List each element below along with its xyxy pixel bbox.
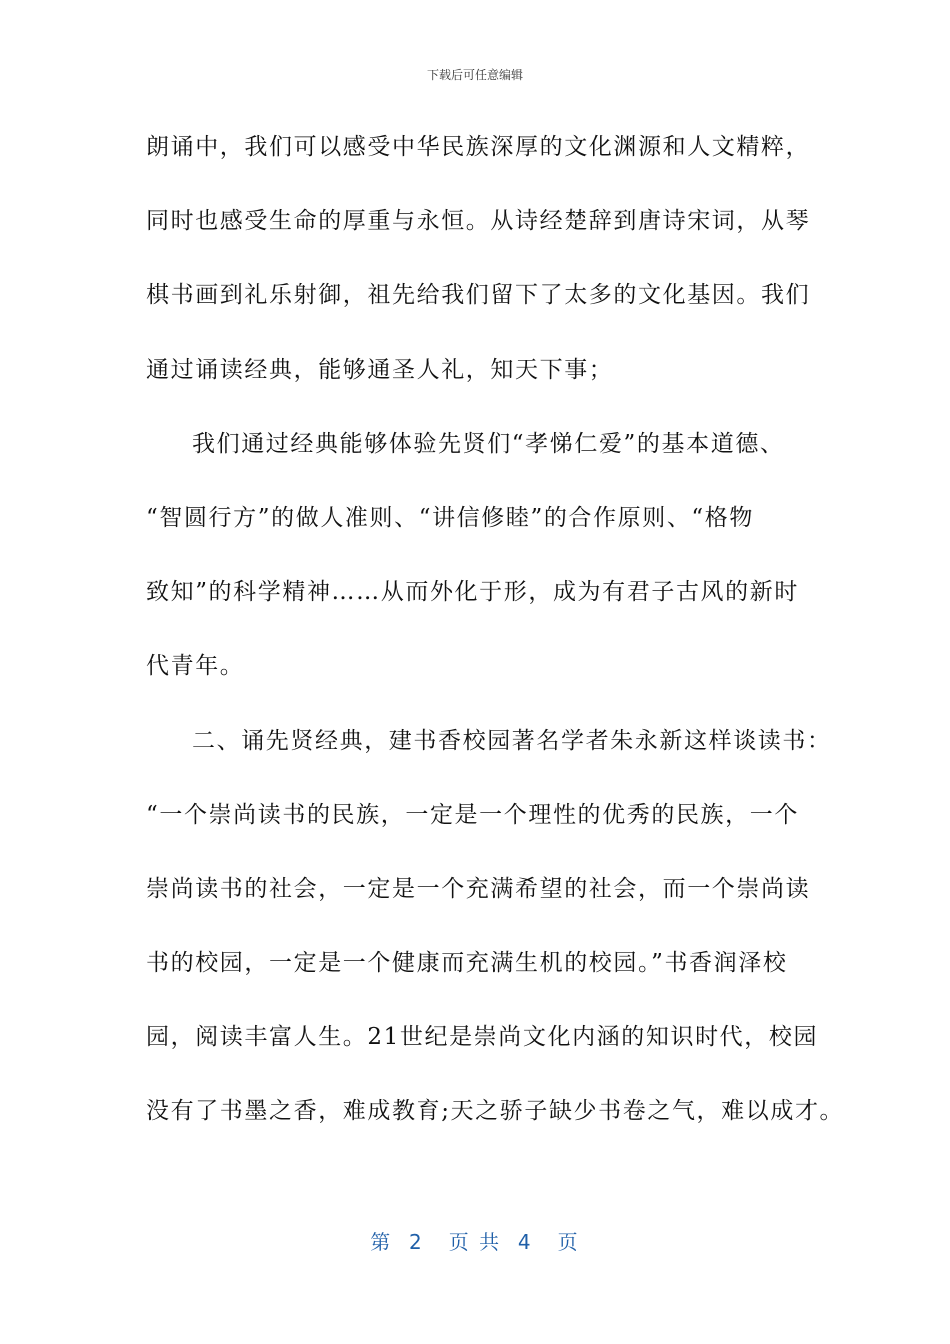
section-heading-line: 二、诵先贤经典，建书香校园著名学者朱永新这样谈读书： <box>192 727 832 754</box>
text-line: “智圆行方”的做人准则、“讲信修睦”的合作原则、“格物 <box>146 504 754 531</box>
text-line: 没有了书墨之香，难成教育;天之骄子缺少书卷之气，难以成才。 <box>146 1098 845 1125</box>
text-line: 棋书画到礼乐射御，祖先给我们留下了太多的文化基因。我们 <box>146 282 811 309</box>
page-header: 下载后可任意编辑 <box>426 68 523 82</box>
text-line: 朗诵中，我们可以感受中华民族深厚的文化渊源和人文精粹， <box>146 134 811 160</box>
paragraph-start-line: 我们通过经典能够体验先贤们“孝悌仁爱”的基本道德、 <box>192 430 785 457</box>
text-line: 致知”的科学精神……从而外化于形，成为有君子古风的新时 <box>146 579 799 606</box>
text-line: 代青年。 <box>146 653 245 680</box>
text-line: “一个崇尚读书的民族，一定是一个理性的优秀的民族，一个 <box>146 801 799 828</box>
document-body <box>146 122 845 1161</box>
text-line: 崇尚读书的社会，一定是一个充满希望的社会，而一个崇尚读 <box>146 875 811 902</box>
text-line: 同时也感受生命的厚重与永恒。从诗经楚辞到唐诗宋词，从琴 <box>146 208 811 235</box>
page-number-footer: 第 2 页 共 4 页 <box>370 1230 580 1254</box>
text-line: 通过诵读经典，能够通圣人礼，知天下事； <box>146 356 614 383</box>
text-line: 园，阅读丰富人生。21世纪是崇尚文化内涵的知识时代，校园 <box>146 1024 819 1051</box>
text-line: 书的校园，一定是一个健康而充满生机的校园。”书香润泽校 <box>146 950 788 977</box>
